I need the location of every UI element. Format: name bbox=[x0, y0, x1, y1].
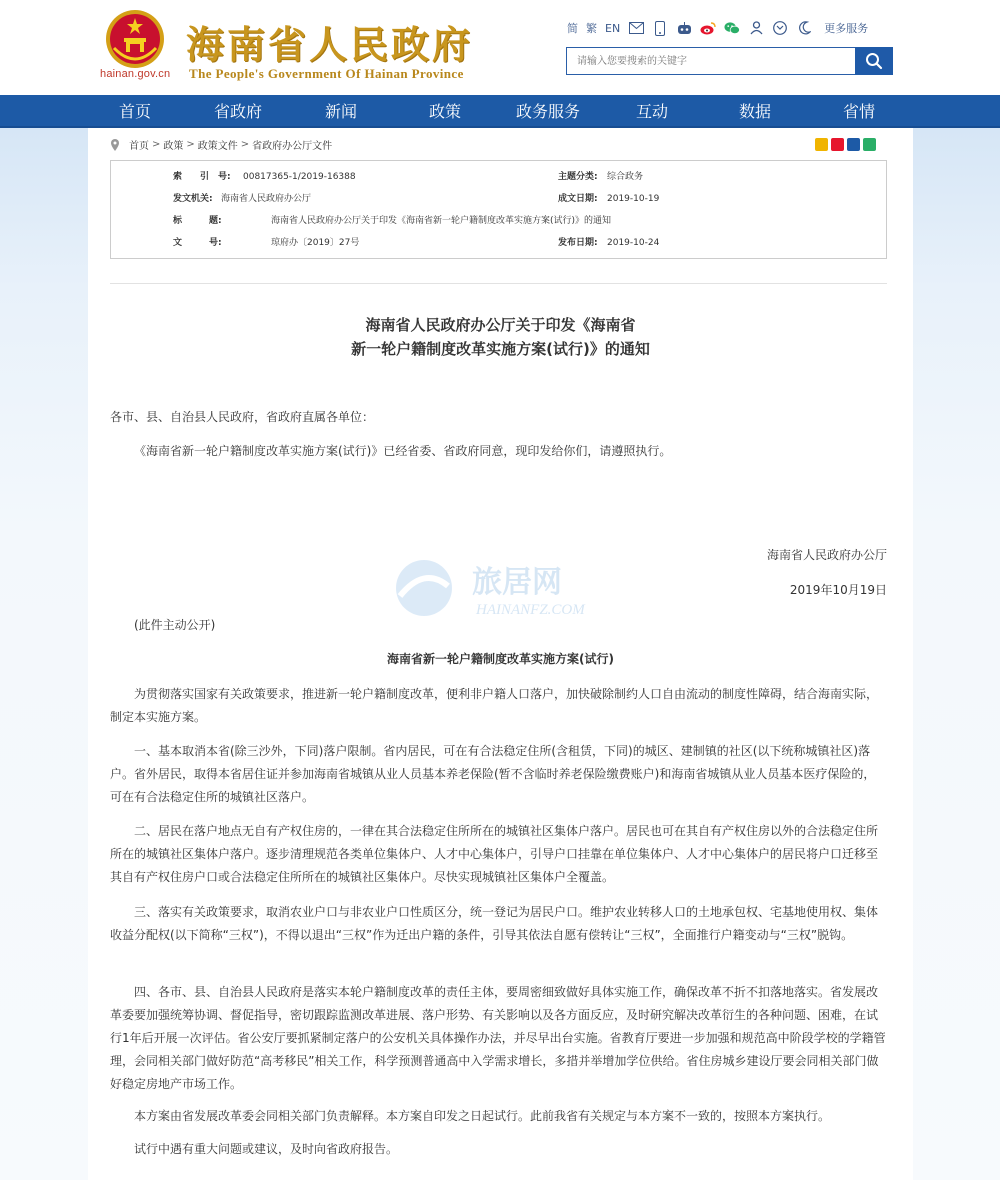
title-value: 海南省人民政府办公厅关于印发《海南省新一轮户籍制度改革实施方案(试行)》的通知 bbox=[271, 216, 612, 226]
person-icon[interactable] bbox=[748, 20, 764, 36]
top-tools bbox=[567, 18, 868, 38]
index-value: 00817365-1/2019-16388 bbox=[243, 172, 356, 182]
site-subtitle: The People's Government Of Hainan Province bbox=[189, 66, 464, 81]
paragraph-5: 本方案由省发展改革委会同相关部门负责解释。本方案自印发之日起试行。此前我省有关规定与本方案不一致的，按照本方案执行。 bbox=[134, 1109, 831, 1123]
main-nav bbox=[0, 95, 1000, 128]
watermark-en: HAINANFZ.COM bbox=[476, 602, 585, 618]
meta-row bbox=[111, 166, 888, 188]
breadcrumb-policy[interactable]: 政策 bbox=[163, 141, 184, 152]
breadcrumb-office-docs[interactable]: 省政府办公厅文件 bbox=[252, 141, 333, 152]
breadcrumb bbox=[110, 137, 332, 152]
nav-item-interaction[interactable]: 互动 bbox=[635, 102, 668, 121]
mobile-icon[interactable] bbox=[652, 20, 668, 36]
category-label: 主题分类: bbox=[558, 172, 598, 182]
robot-icon[interactable] bbox=[676, 20, 692, 36]
english-link[interactable]: EN bbox=[605, 21, 621, 35]
watermark-cn: 旅居网 bbox=[472, 565, 562, 600]
meta-row bbox=[111, 210, 888, 232]
salutation: 各市、县、自治县人民政府，省政府直属各单位： bbox=[110, 410, 375, 424]
public-note: (此件主动公开) bbox=[134, 618, 216, 632]
divider bbox=[110, 283, 887, 284]
created-date-value: 2019-10-19 bbox=[607, 194, 660, 204]
site-title[interactable]: 海南省人民政府 bbox=[186, 23, 474, 67]
nav-item-home[interactable]: 首页 bbox=[118, 102, 151, 121]
breadcrumb-policy-docs[interactable]: 政策文件 bbox=[197, 141, 238, 152]
published-date-label: 发布日期: bbox=[558, 238, 598, 248]
paragraph-3: 三、落实有关政策要求，取消农业户口与非农业户口性质区分，统一登记为居民户口。维护农业转移人口的土地承包权、宅基地使用权、集体收益分配权(以下简称“三权”)，不得以退出“三权”作为迁出户籍的条件，引导其依法自愿有偿转让“三权”，全面推行户籍变动与“三权”脱钩。 bbox=[110, 905, 879, 942]
document-title-line-1: 海南省人民政府办公厅关于印发《海南省 bbox=[365, 316, 636, 334]
paragraph-6: 试行中遇有重大问题或建议，及时向省政府报告。 bbox=[134, 1142, 399, 1156]
simplified-chinese-link[interactable]: 简 bbox=[567, 22, 578, 35]
index-label: 索 引 号: bbox=[173, 172, 231, 182]
breadcrumb-separator: > bbox=[186, 139, 195, 150]
doc-number-label: 文 号: bbox=[173, 238, 222, 248]
search-input[interactable] bbox=[566, 47, 856, 75]
category-value: 综合政务 bbox=[607, 172, 644, 182]
created-date-label: 成文日期: bbox=[558, 194, 598, 204]
traditional-chinese-link[interactable]: 繁 bbox=[586, 22, 597, 35]
issuer-value: 海南省人民政府办公厅 bbox=[221, 194, 312, 204]
meta-row bbox=[111, 232, 888, 254]
elderly-mode-icon[interactable] bbox=[796, 20, 812, 36]
sign-date: 2019年10月19日 bbox=[789, 583, 887, 597]
paragraph-preamble: 为贯彻落实国家有关政策要求，推进新一轮户籍制度改革，便利非户籍人口落户，加快破除制约人口自由流动的制度性障碍，结合海南实际，制定本实施方案。 bbox=[110, 687, 879, 724]
meta-row bbox=[111, 188, 888, 210]
nav-item-government[interactable]: 省政府 bbox=[213, 102, 262, 121]
site-header bbox=[0, 0, 1000, 95]
breadcrumb-home[interactable]: 首页 bbox=[129, 141, 149, 152]
nav-item-services[interactable]: 政务服务 bbox=[515, 102, 580, 121]
nav-item-policy[interactable]: 政策 bbox=[428, 102, 461, 121]
paragraph-1: 一、基本取消本省(除三沙外，下同)落户限制。省内居民，可在有合法稳定住所(含租赁，下同)的城区、建制镇的社区(以下统称城镇社区)落户。省外居民，取得本省居住证并参加海南省城镇从业人员基本养老保险(暂不含临时养老保险缴费账户)和海南省城镇从业人员基本医疗保险的，可在有合法稳定住所的城镇社区落户。 bbox=[110, 744, 876, 804]
content-panel bbox=[88, 128, 913, 1180]
intro-paragraph: 《海南省新一轮户籍制度改革实施方案(试行)》已经省委、省政府同意，现印发给你们，请遵照执行。 bbox=[134, 444, 672, 458]
nav-item-province[interactable]: 省情 bbox=[842, 102, 875, 121]
wechat-icon[interactable] bbox=[724, 20, 740, 36]
paragraph-2: 二、居民在落户地点无自有产权住房的，一律在其合法稳定住所所在的城镇社区集体户落户。居民也可在其自有产权住房以外的合法稳定住所所在的城镇社区集体户落户。逐步清理规范各类单位集体户、人才中心集体户，引导户口挂靠在单位集体户、人才中心集体户的居民将户口迁移至其自有产权住房户口或合法稳定住所所在的城镇社区集体户。尽快实现城镇社区集体户全覆盖。 bbox=[110, 824, 879, 884]
search-icon bbox=[865, 52, 883, 70]
favorite-icon[interactable] bbox=[815, 138, 828, 151]
doc-number-value: 琼府办〔2019〕27号 bbox=[271, 238, 360, 248]
mail-icon[interactable] bbox=[628, 20, 644, 36]
wechat-share-icon[interactable] bbox=[863, 138, 876, 151]
title-label: 标 题: bbox=[173, 216, 222, 226]
accessibility-icon[interactable] bbox=[772, 20, 788, 36]
nav-item-news[interactable]: 新闻 bbox=[324, 102, 357, 121]
nav-item-data[interactable]: 数据 bbox=[738, 102, 771, 121]
domain-text: hainan.gov.cn bbox=[100, 68, 171, 80]
watermark-logo-icon bbox=[386, 556, 616, 620]
location-icon bbox=[110, 139, 120, 151]
weibo-share-icon[interactable] bbox=[831, 138, 844, 151]
document-title-line-2: 新一轮户籍制度改革实施方案(试行)》的通知 bbox=[351, 340, 650, 358]
plan-title: 海南省新一轮户籍制度改革实施方案(试行) bbox=[387, 652, 614, 666]
breadcrumb-separator: > bbox=[240, 139, 250, 150]
issuer-label: 发文机关: bbox=[173, 194, 213, 204]
renren-share-icon[interactable] bbox=[847, 138, 860, 151]
weibo-icon[interactable] bbox=[700, 20, 716, 36]
search-button[interactable] bbox=[855, 47, 893, 75]
paragraph-4: 四、各市、县、自治县人民政府是落实本轮户籍制度改革的责任主体，要周密细致做好具体实施工作，确保改革不折不扣落地落实。省发展改革委要加强统筹协调、督促指导，密切跟踪监测改革进展、落户形势、有关影响以及各方面反应，及时研究解决改革衍生的各种问题、困难，在试行1年后开展一次评估。省公安厅要抓紧制定落户的公安机关具体操作办法，并尽早出台实施。省教育厅要进一步加强和规范高中阶段学校的学籍管理，会同相关部门做好防范“高考移民”相关工作，科学预测普通高中入学需求增长，多措并举增加学位供给。省住房城乡建设厅要会同相关部门做好稳定房地产市场工作。 bbox=[110, 985, 886, 1091]
national-emblem-icon[interactable] bbox=[104, 8, 166, 70]
more-services-link[interactable]: 更多服务 bbox=[824, 22, 869, 35]
share-bar bbox=[815, 138, 876, 151]
breadcrumb-separator: > bbox=[152, 139, 161, 150]
published-date-value: 2019-10-24 bbox=[607, 238, 660, 248]
document-meta-table bbox=[110, 160, 887, 259]
signer: 海南省人民政府办公厅 bbox=[766, 548, 887, 562]
